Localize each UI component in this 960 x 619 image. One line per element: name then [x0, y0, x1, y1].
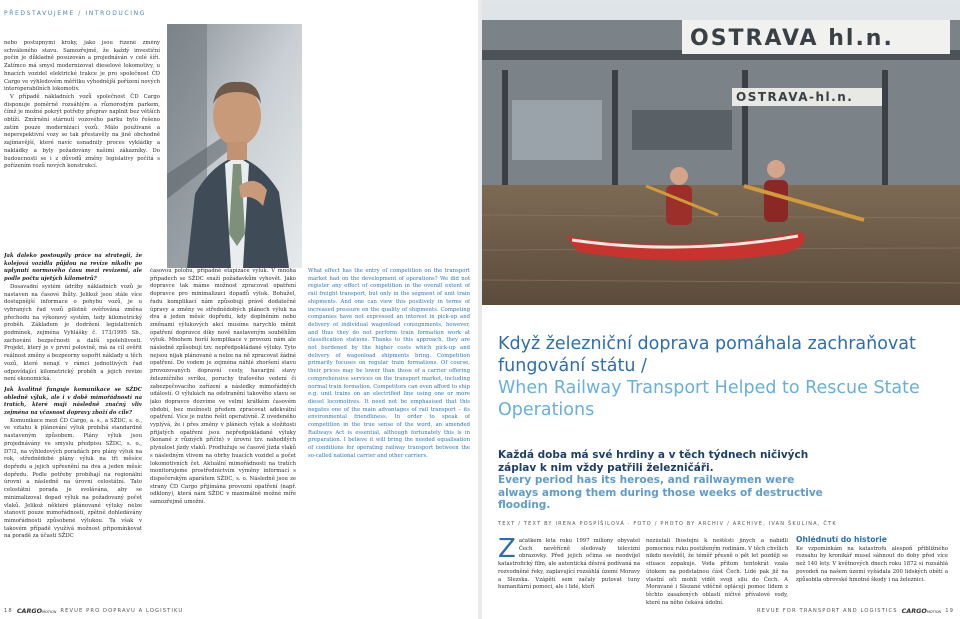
- title-czech: Když železniční doprava pomáhala zachraňovat fungování státu /: [498, 334, 916, 376]
- left-page: [0, 0, 478, 619]
- page-number: 18: [4, 608, 13, 614]
- interview-question: Jak daleko postoupily práce na strategii, že kolejová vozidla půjdou na revize nikoliv po uplynutí normového času mezi revizemi, ale podle počtu ujetých kilometrů?: [4, 253, 142, 283]
- magazine-logo: CARGOMOTION: [16, 607, 57, 615]
- footer-text: REVUE PRO DOPRAVU A LOGISTIKU: [60, 608, 184, 614]
- flood-illustration: [482, 0, 960, 305]
- station-sign-text-lower: OSTRAVA-hl.n.: [736, 90, 854, 104]
- subtitle-english: Every period has its heroes, and railwaymen were always among them during those weeks of destructive flooding.: [498, 474, 823, 511]
- magazine-logo: CARGOMOTION: [901, 607, 942, 615]
- page-number: 19: [945, 608, 954, 614]
- sidebar-title: Ohlédnutí do historie: [796, 536, 887, 544]
- left-column-2: [150, 268, 296, 605]
- article-credits: TEXT / TEXT BY IRENA POSPÍŠILOVÁ · FOTO / PHOTO BY ARCHIV / ARCHIVE, IVAN ŠKULINA, ČTK: [498, 521, 837, 527]
- right-footer: [757, 607, 954, 615]
- left-footer: [4, 607, 183, 615]
- station-sign-text: OSTRAVA hl.n.: [690, 26, 894, 51]
- article-subtitle: [498, 449, 838, 512]
- article-title: [498, 333, 960, 421]
- subtitle-czech: Každá doba má své hrdiny a v těch týdnech ničivých záplav k nim vždy patřili železničáři.: [498, 449, 809, 474]
- interview-answer: Dosavadní systém údržby nákladních vozů je nastaven na časové lhůty. Jelikož jsou stále více dostupnější informace o pohybu vozů, je u vybraných řad vozů pilotně ověřována změna přechodu na výkonový systém, tedy kilometrický proběh. Základem je dodržení legislativních podmínek, zejména Vyhlášky č. 173/1995 Sb., zachování bezpečnosti a další spolehlivosti. Projekt, který je v první polovině, má za cíl ověřit reálnost změny a bezpeorny uspořit náklady u těch vozů, které nenají v rámci jednotlivých řad odpovídající kilometrický proběh a jejich revize není ekonomická.: [4, 283, 142, 383]
- interview-question: Jak kvalitně funguje komunikace se SŽDC ohledně výluk, ale i v době mimořádností na tratích, které mají následně značný vliv zejména na včasnost dopravy zboží do cíle?: [4, 386, 142, 417]
- right-column-2: [646, 538, 788, 604]
- body-paragraph: nebo postupnými kroky, jako jsou řízené změny schváleného stavu. Samozřejmě, že každý investiční počin je důkladně posuzován a projednáván v celé šíři. Zatímco má smysl modernizovat dieselové lokomotivy, u hnacích vozidel elektrické trakce je pro společnost ČD Cargo ve výhledovém měřítku výhodnější pořízení nových interoperabilních lokomotiv.: [4, 40, 160, 93]
- interview-answer: Komunikace mezi ČD Cargo, a. s., a SŽDC, s. o., ve vztahu k plánování výluk probíhá standardně nastaveným způsobem. Plány výluk jsou projednávány ve smyslu předpisu SŽDC, s. o., D7/2, na výhledových poradách pro plány výluk na rok, střednědobé plány výluk na tři měsíce dopředu a jejich upřesnění na dva a jeden měsíc dopředu. Podle potřeby probíhají na regionální úrovni a následně na úrovni celostátní. Tato celostátní porada je svolávána, aby se minimalizoval dopad výluk na požadovaný počet vlaků. Jelikož některé plánované výluky nelze stanovit pouze mimořádností, zpětně dohledávány mimořádnosti způsobené výlukou. Ta však v takovém případě využívá možnost připomínkovat na poradě za účasti SŽDC: [4, 417, 142, 540]
- left-column-1-bottom: [4, 250, 142, 605]
- left-column-1-top: [4, 40, 160, 243]
- right-column-1: [498, 538, 640, 604]
- body-paragraph: ačátkem léta roku 1997 miliony obyvatel Čech nevěřícně sledovaly televizní obrazovky. Před jejich očima se neodvíjel katastrofický film, ale autentická děsivá podívaná na rozvodněné řeky, zaplavující rozsáhlá území Moravy a Slezska. Vzápětí sem začaly putovat tuny humanitární pomoci, ale i lidé, kteří: [498, 538, 640, 591]
- english-translation: What effect has the entry of competition on the transport market had on the development of operations? We did not register any effect of competition in the overall extent of rail freight transport, but only in the segment of unit train shipments. And one can view this positively in terms of increased pressure on the quality of shipments. Competing companies have not expressed an interest in pick-up and delivery of individual wagonload consignments, however, and thus they do not perform train formation work at classification stations. Thanks to this approach, they are not burdened by the higher costs which pick-up and delivery of wagonload shipments bring. Competition primarily focuses on regular train formations. Of course, their prices may be lower than those of a carrier offering comprehensive services on the transport market, including normal train formation. Competitors can even afford to ship e.g. unit trains on an electrified line using one or more diesel locomotives. It need not be emphasised that this negates one of the main advantages of rail transport – its environmental friendliness. In order to speak of competition in the true sense of the word, an amended Railways Act is essential, although fortunately this is in preparation. I believe it will bring the needed equalisation of conditions for operating railway transport between the so-called national carrier and other carriers.: [308, 268, 470, 459]
- history-sidebar: [796, 536, 948, 604]
- body-paragraph: nezůstali lhostejní k neštěstí jiných a nabídli pomocnou ruku postiženým rodinám. V těch chvílích nikdo nevěděl, že téměř přesně o pět let později se situace zopakuje. Voda přitom tentokrát vzala útokem na podstatnou část Čech. Lidé pak již na vlastní oči mohli vidět svoji silu do Čech. A Moravané i Slezané vděčně oplácejí pomoc lidem z těchto zasažených oblastí ničivé přívalové vody, které na něho čekává údolní.: [646, 538, 788, 604]
- flood-photo: [482, 0, 960, 305]
- sidebar-text: Ke vzpomínkám na katastrofu alespoň přibližného rozsahu by kronikář musel sáhnout do doby před více než 140 lety. V květnových dnech roku 1872 si rozsáhlá povodeň na našem území vyžádala 200 lidských obětí a způsobila obrovské hmotné škody i na železnici.: [796, 545, 948, 583]
- right-page: [482, 0, 960, 619]
- portrait-photo: [167, 24, 302, 268]
- footer-text: REVUE FOR TRANSPORT AND LOGISTICS: [756, 608, 898, 614]
- portrait-illustration: [167, 24, 302, 268]
- section-header: PŘEDSTAVUJEME / INTRODUCING: [4, 10, 146, 17]
- body-paragraph: V případě nákladních vozů společnost ČD Cargo disponuje poměrně rozsáhlým a různorodým parkem, čímž je možné pokrýt potřeby přeprav naplnit bez větších obtíží. Zmírnění stárnutí vozového parku bylo řešeno zatím pouze modernizací vozů. Málo používané a neperspektivní vozy se tak přestavěly na jiné obchodně zajímavější, které navíc usnadnily proces vykládky a nakládky a byly požadovány našimi zákazníky. Do budoucnosti se i z důvodů změny legislativy počítá s pořízením vozů nových konstrukcí.: [4, 93, 160, 170]
- drop-cap: Z: [498, 538, 516, 564]
- body-paragraph: časovou polohu, případně etapizace výluk. V mnoha případech se SŽDC snaží požadavkům vyhovět. Jako dopravce tak máme možnost zpracovat opatření dopravce pro minimalizaci dopadů výluk. Bohužel, řadu komplikací nám způsobují právě dodatečné úpravy a změny ve střednědobých plánech výluk na dva a jeden měsíc dopředu, kdy doplněním nebo změnami výlukových akcí musíme narychlo měnit opatření dopravce díky nově nastaveným souběhům výluk. Mnohem horší komplikace v provozu nám ale následně způsobují tzv. nepředpokládané výluky. Tyto nejsou nijak plánované a nelze na ně zpracovat žádné opatření. Do vodem je zejména náhlé zhoršení stavu provozovaných dopravní cesty, havarijní stavy železničního svršku, poruchy traťového vedení či zabezpečovacího zařízení a následky mimořádných událostí. O výlukách na odstranění takového stavu se jako dopravce dozvíme ve velmi krátkém časovém období, bez možnosti předem zpracovat adekvátní opatření. Více je nutno řešit operativně. Z uvedeného vyplývá, že i přes změny v plánech výluk a složitosti přijatých opatření jsou nepředpokládané výluky (konané z různých příčin) v úrovni tzv. nahodilých plynulost jízdy vlaků. Prodlužuje se časové jízda vlaků s následným vlivem na obrhy huacích vozidel a počet lokomotivních čet. Aktuální mimořádnosti na tratích monitorujeme prostřednictvím výměny informací s dispečerským aparátem SŽDC, s. o. Následně jsou ze strany ČD Cargo přijímána provozní opatření (např. odklony), která nám SŽDC v maximálně možné míře samozřejmě umožní.: [150, 268, 296, 506]
- left-column-3-english: [308, 268, 470, 605]
- title-english: When Railway Transport Helped to Rescue State Operations: [498, 378, 920, 420]
